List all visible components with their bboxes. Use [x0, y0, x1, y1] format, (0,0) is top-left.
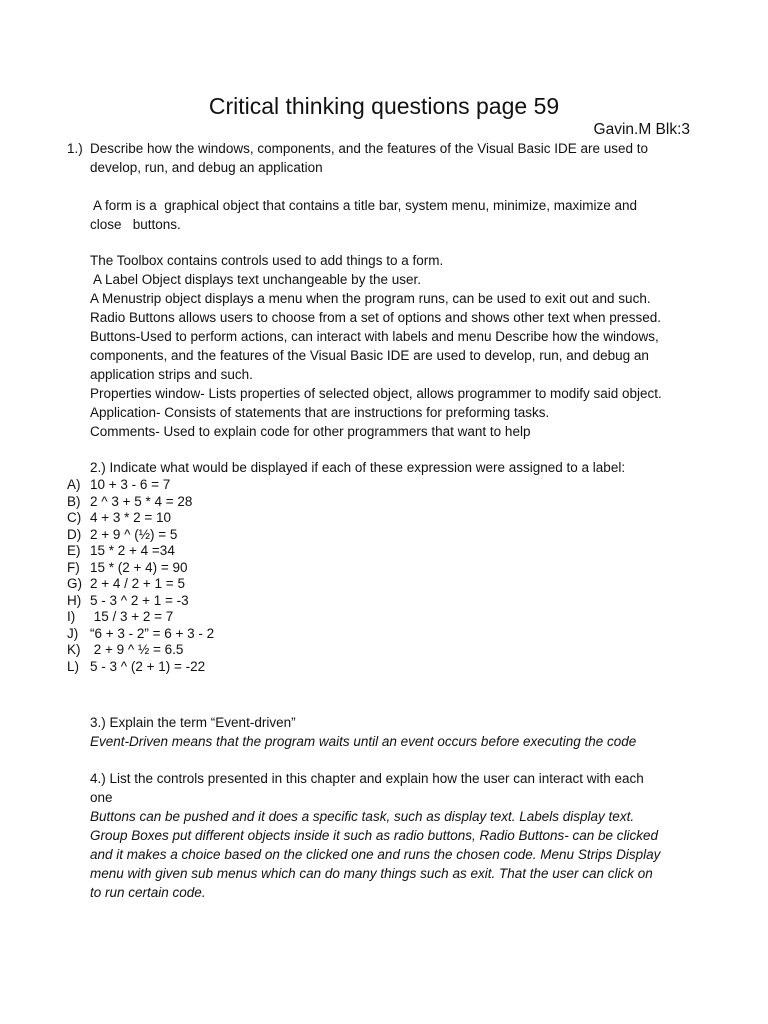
- list-item: [67, 626, 214, 643]
- detail-line: The Toolbox contains controls used to add things to a form.: [90, 253, 444, 268]
- question-1-form-paragraph: [90, 196, 690, 234]
- list-item-text: 15 * 2 + 4 =34: [90, 543, 175, 558]
- list-item-text: 2 + 9 ^ (½) = 5: [90, 526, 178, 542]
- question-1-number: 1.): [67, 141, 83, 156]
- list-item-text: 2 + 9 ^ ½ = 6.5: [90, 642, 184, 657]
- list-item: [67, 510, 214, 527]
- detail-line: components, and the features of the Visual Basic IDE are used to develop, run, and debug an: [90, 348, 649, 363]
- list-item-label: G): [67, 576, 82, 591]
- list-item: [67, 494, 214, 511]
- detail-line: Application- Consists of statements that are instructions for preforming tasks.: [90, 405, 550, 420]
- detail-line: A Label Object displays text unchangeable by the user.: [90, 272, 421, 287]
- list-item-label: J): [67, 625, 79, 641]
- list-item-text: 4 + 3 * 2 = 10: [90, 510, 172, 525]
- list-item-text: 15 * (2 + 4) = 90: [90, 559, 188, 575]
- list-item: [67, 477, 214, 494]
- question-1-line: develop, run, and debug an application: [90, 160, 323, 175]
- detail-line: Properties window- Lists properties of selected object, allows programmer to modify said object.: [90, 386, 662, 401]
- list-item: [67, 543, 214, 560]
- question-3-answer: Event-Driven means that the program waits until an event occurs before executing the code: [90, 734, 637, 749]
- list-item-label: K): [67, 642, 81, 657]
- list-item-label: F): [67, 559, 80, 575]
- list-item-text: 5 - 3 ^ 2 + 1 = -3: [90, 592, 189, 608]
- question-3-text: 3.) Explain the term “Event-driven”: [90, 715, 296, 730]
- question-2-line: 2.) Indicate what would be displayed if each of these expression were assigned to a label:: [90, 460, 626, 475]
- question-1-text: [90, 139, 690, 177]
- question-2-answer-list: [67, 477, 214, 675]
- question-4-answer-line: menu with given sub menus which can do many things such as exit. That the user can click on: [90, 866, 653, 881]
- detail-line: Comments- Used to explain code for other programmers that want to help: [90, 424, 531, 439]
- list-item-text: 5 - 3 ^ (2 + 1) = -22: [90, 658, 206, 674]
- question-4-text-line: one: [90, 790, 113, 805]
- list-item-label: D): [67, 526, 82, 542]
- question-1-line: Describe how the windows, components, and the features of the Visual Basic IDE are used to: [90, 141, 649, 156]
- question-4-text-line: 4.) List the controls presented in this chapter and explain how the user can interact with each: [90, 771, 644, 786]
- list-item-text: 15 / 3 + 2 = 7: [90, 609, 174, 624]
- list-item: [67, 659, 214, 676]
- list-item: [67, 527, 214, 544]
- detail-line: Radio Buttons allows users to choose from a set of options and shows other text when pressed.: [90, 310, 662, 325]
- page-title: Critical thinking questions page 59: [208, 93, 560, 119]
- list-item-text: 2 + 4 / 2 + 1 = 5: [90, 576, 185, 591]
- list-item-label: E): [67, 543, 81, 558]
- list-item: [67, 560, 214, 577]
- list-item-text: 10 + 3 - 6 = 7: [90, 477, 171, 492]
- paragraph-line: close buttons.: [90, 217, 181, 232]
- list-item-label: L): [67, 658, 80, 674]
- question-4-answer-line: to run certain code.: [90, 885, 206, 900]
- list-item-label: C): [67, 510, 82, 525]
- list-item-text: 2 ^ 3 + 5 * 4 = 28: [90, 493, 193, 509]
- list-item-text: “6 + 3 - 2” = 6 + 3 - 2: [90, 625, 215, 641]
- question-4-answer-line: Buttons can be pushed and it does a specific task, such as display text. Labels display text.: [90, 809, 635, 824]
- list-item-label: B): [67, 493, 81, 509]
- list-item-label: I): [67, 609, 76, 624]
- list-item: [67, 642, 214, 659]
- list-item-label: H): [67, 592, 82, 608]
- list-item: [67, 576, 214, 593]
- list-item-label: A): [67, 477, 81, 492]
- detail-line: application strips and such.: [90, 367, 253, 382]
- detail-line: Buttons-Used to perform actions, can interact with labels and menu Describe how the windows,: [90, 329, 659, 344]
- question-4: [90, 769, 690, 902]
- question-4-answer-line: and it makes a choice based on the clicked one and runs the chosen code. Menu Strips Display: [90, 847, 661, 862]
- list-item: [67, 593, 214, 610]
- detail-line: A Menustrip object displays a menu when the program runs, can be used to exit out and such.: [90, 291, 651, 306]
- list-item: [67, 609, 214, 626]
- question-1-details: [90, 251, 690, 441]
- question-3: [90, 713, 690, 751]
- paragraph-line: A form is a graphical object that contains a title bar, system menu, minimize, maximize and: [90, 198, 637, 213]
- question-4-answer-line: Group Boxes put different objects inside it such as radio buttons, Radio Buttons- can be clicked: [90, 828, 659, 843]
- question-2-text: [90, 458, 690, 477]
- author-name: Gavin.M Blk:3: [593, 121, 690, 138]
